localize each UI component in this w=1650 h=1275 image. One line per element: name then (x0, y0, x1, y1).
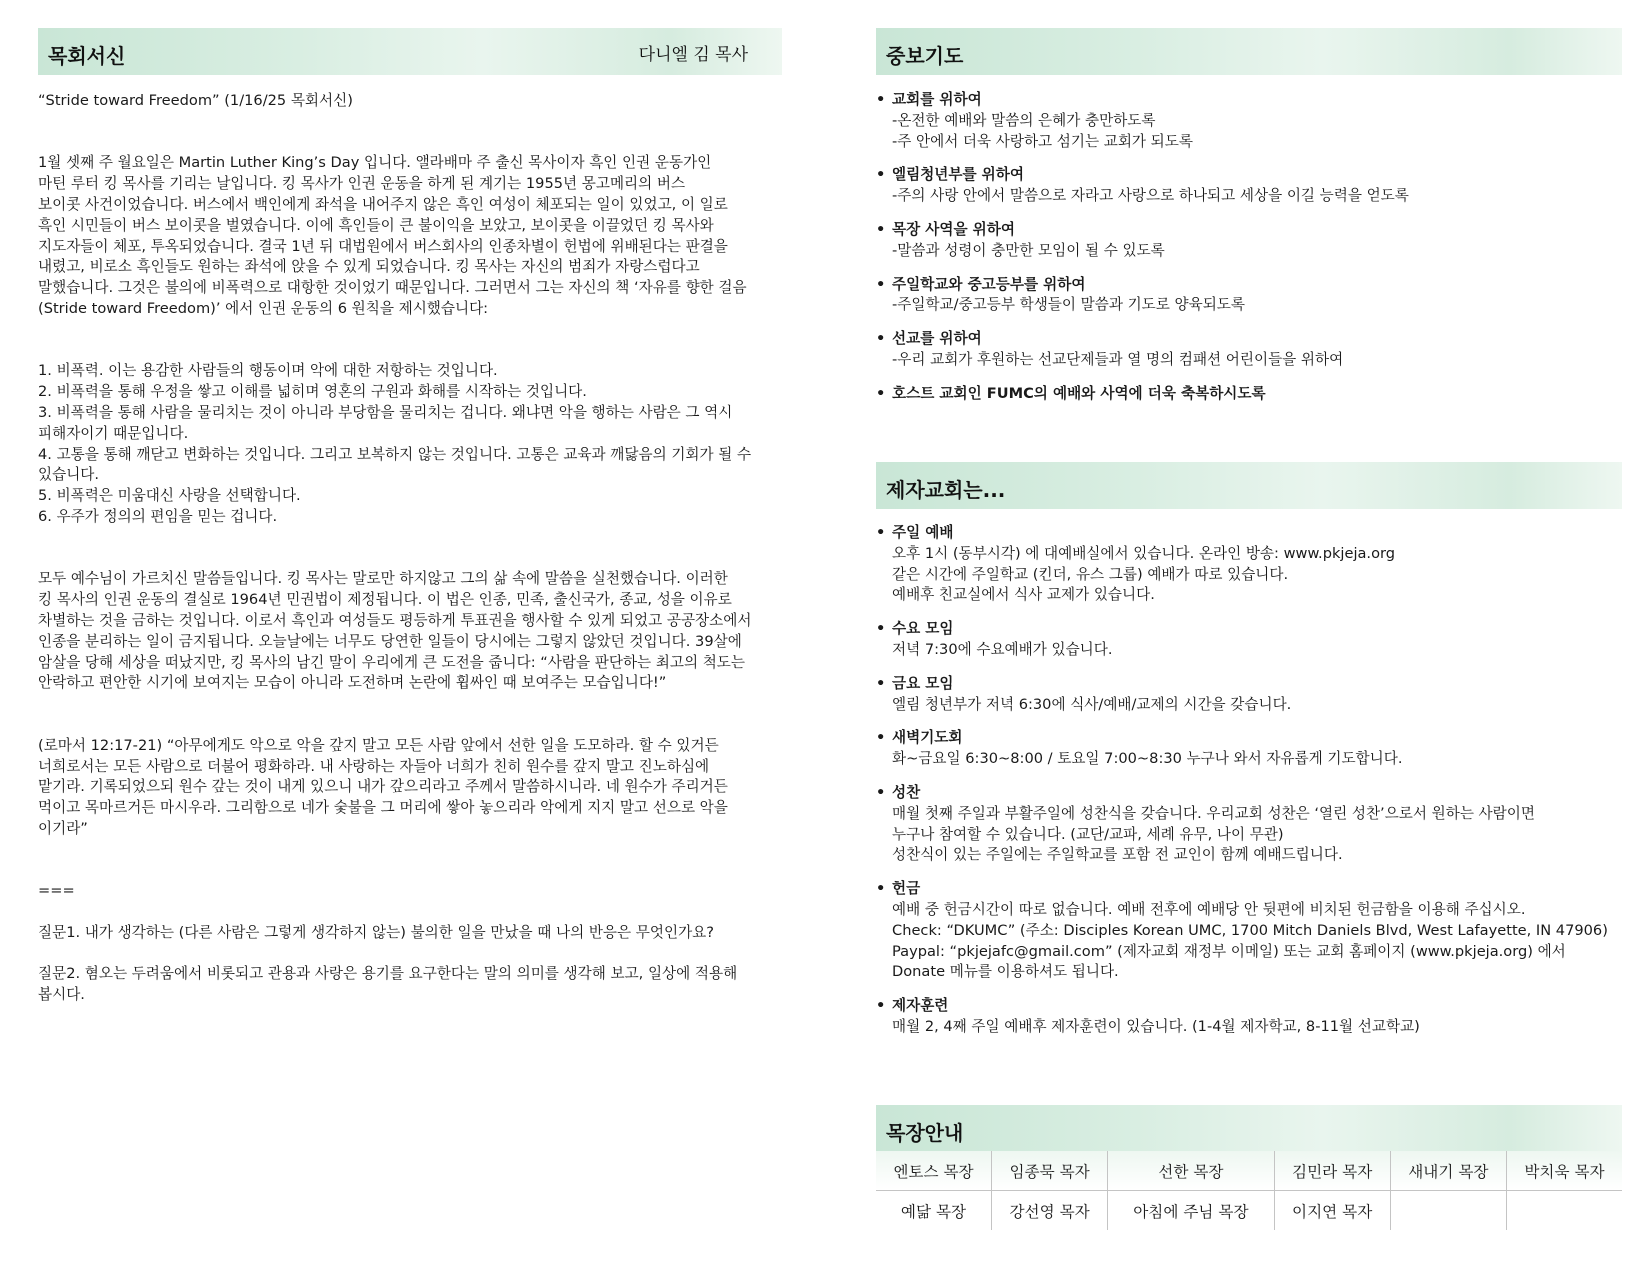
item-line: -온전한 예배와 말씀의 은혜가 충만하도록 (892, 111, 1156, 129)
pastoral-letter-banner (38, 28, 782, 75)
list-item (876, 220, 1622, 262)
letter-paragraph-line: 1월 셋째 주 월요일은 Martin Luther King’s Day 입니다. 앨라배마 주 출신 목사이자 흑인 인권 운동가인 (38, 154, 712, 172)
item-line: 예배후 친교실에서 식사 교제가 있습니다. (892, 586, 1155, 604)
item-title: 새벽기도회 (892, 729, 963, 747)
scripture-line: (로마서 12:17-21) “아무에게도 악으로 악을 갚지 말고 모든 사람 앞에서 선한 일을 도모하라. 할 수 있거든 (38, 736, 719, 754)
bullet-icon: • (876, 91, 886, 108)
pastoral-letter-body (38, 91, 782, 1006)
item-title: 호스트 교회인 FUMC의 예배와 사역에 더욱 축복하시도록 (892, 384, 1266, 402)
table-cell: 박치욱 목자 (1506, 1151, 1622, 1191)
bullet-icon: • (876, 997, 886, 1015)
list-item (876, 996, 1622, 1038)
list-item (876, 879, 1622, 983)
item-title: 주일학교와 중고등부를 위하여 (892, 275, 1086, 293)
item-line: 매월 첫째 주일과 부활주일에 성찬식을 갖습니다. 우리교회 성찬은 ‘열린 성찬’으로서 원하는 사람이면 (892, 804, 1535, 822)
letter-paragraph-line: 마틴 루터 킹 목사를 기리는 날입니다. 킹 목사가 인권 운동을 하게 된 계기는 1955년 몽고메리의 버스 (38, 175, 686, 193)
prayer-title: 중보기도 (886, 44, 964, 68)
letter-paragraph-line: 암살을 당해 세상을 떠났지만, 킹 목사의 남긴 말이 우리에게 큰 도전을 줍니다: “사람을 판단하는 최고의 척도는 (38, 653, 745, 671)
question-1: 질문1. 내가 생각하는 (다른 사람은 그렇게 생각하지 않는) 불의한 일을 만났을 때 나의 반응은 무엇인가요? (38, 923, 715, 941)
item-line: 엘림 청년부가 저녁 6:30에 식사/예배/교제의 시간을 갖습니다. (892, 695, 1292, 713)
table-cell: 아침에 주님 목장 (1108, 1191, 1274, 1231)
item-title: 선교를 위하여 (892, 330, 982, 348)
principle-line: 2. 비폭력을 통해 우정을 쌓고 이해를 넓히며 영혼의 구원과 화해를 시작하는 것입니다. (38, 383, 587, 401)
bullet-icon: • (876, 166, 886, 184)
item-line: -말씀과 성령이 충만한 모임이 될 수 있도록 (892, 241, 1165, 259)
letter-paragraph-line: 지도자들이 체포, 투옥되었습니다. 결국 1년 뒤 대법원에서 버스회사의 인종차별이 헌법에 위배된다는 판결을 (38, 237, 728, 255)
letter-paragraph-line: 보이콧 사건이었습니다. 버스에서 백인에게 좌석을 내어주지 않은 흑인 여성이 체포되는 일이 있었고, 이 일로 (38, 195, 728, 213)
table-cell: 강선영 목자 (991, 1191, 1107, 1231)
table-cell (1390, 1191, 1506, 1231)
item-line: 같은 시간에 주일학교 (킨더, 유스 그룹) 예배가 따로 있습니다. (892, 565, 1289, 583)
pastoral-letter-title: 목회서신 (48, 44, 126, 68)
table-cell: 새내기 목장 (1390, 1151, 1506, 1191)
letter-paragraph-line: 내렸고, 비로소 흑인들도 원하는 좌석에 앉을 수 있게 되었습니다. 킹 목사는 자신의 범죄가 자랑스럽다고 (38, 258, 700, 276)
table-row (876, 1191, 1622, 1231)
principle-line: 4. 고통을 통해 깨닫고 변화하는 것입니다. 그리고 보복하지 않는 것입니다. 고통은 교육과 깨닳음의 기회가 될 수 (38, 445, 752, 463)
spacer (38, 320, 782, 341)
item-line: Donate 메뉴를 이용하셔도 됩니다. (892, 963, 1119, 981)
item-title: 교회를 위하여 (892, 91, 982, 108)
bullet-icon: • (876, 275, 886, 293)
item-line: -주의 사랑 안에서 말씀으로 자라고 사랑으로 하나되고 세상을 이길 능력을 얻도록 (892, 187, 1409, 205)
cell-groups-title: 목장안내 (886, 1121, 964, 1145)
spacer (38, 902, 782, 923)
letter-paragraph-line: 흑인 시민들이 버스 보이콧을 벌였습니다. 이에 흑인들이 큰 불이익을 보았고, 보이콧을 이끌었던 킹 목사와 (38, 216, 714, 234)
bullet-icon: • (876, 880, 886, 898)
bullet-icon: • (876, 674, 886, 692)
prayer-banner (876, 28, 1622, 75)
list-item (876, 275, 1622, 317)
item-line: 성찬식이 있는 주일에는 주일학교를 포함 전 교인이 함께 예배드립니다. (892, 846, 1343, 864)
bullet-icon: • (876, 620, 886, 638)
spacer (38, 112, 782, 133)
table-cell: 예닮 목장 (900, 1202, 967, 1221)
item-title: 목장 사역을 위하여 (892, 220, 1015, 238)
table-cell: 김민라 목자 (1274, 1151, 1390, 1191)
item-line: 예배 중 헌금시간이 따로 없습니다. 예배 전후에 예배당 안 뒷편에 비치된 헌금함을 이용해 주십시오. (892, 900, 1526, 918)
church-info-list (876, 523, 1622, 1038)
spacer (38, 840, 782, 861)
list-item (876, 384, 1622, 405)
item-line: Paypal: “pkjejafc@gmail.com” (제자교회 재정부 이메일) 또는 교회 홈페이지 (www.pkjeja.org) 에서 (892, 942, 1566, 960)
letter-paragraph-line: (Stride toward Freedom)’ 에서 인권 운동의 6 원칙을 제시했습니다: (38, 299, 489, 317)
scripture-line: 맡기라. 기록되었으되 원수 갚는 것이 내게 있으니 내가 갚으리라고 주께서 말씀하시니라. 네 원수가 주리거든 (38, 778, 728, 796)
spacer (38, 133, 782, 154)
letter-subtitle: “Stride toward Freedom” (1/16/25 목회서신) (38, 92, 353, 109)
bullet-icon: • (876, 220, 886, 238)
pastoral-letter-author: 다니엘 김 목사 (638, 45, 748, 65)
list-item (876, 523, 1622, 606)
table-cell (1506, 1191, 1622, 1231)
table-cell: 임종묵 목자 (991, 1151, 1107, 1191)
table-row (876, 1151, 1622, 1191)
bullet-icon: • (876, 384, 886, 402)
list-item (876, 783, 1622, 866)
table-cell: 이지연 목자 (1274, 1191, 1390, 1231)
principle-line: 1. 비폭력. 이는 용감한 사람들의 행동이며 악에 대한 저항하는 것입니다. (38, 362, 498, 380)
spacer (38, 549, 782, 570)
church-title: 제자교회는... (886, 478, 1006, 502)
church-banner (876, 462, 1622, 509)
item-line: Check: “DKUMC” (주소: Disciples Korean UMC, 1700 Mitch Daniels Blvd, West Lafayette, IN 47906) (892, 921, 1608, 939)
item-title: 성찬 (892, 783, 921, 801)
bullet-icon: • (876, 524, 886, 541)
principle-line: 5. 비폭력은 미움대신 사랑을 선택합니다. (38, 487, 301, 505)
scripture-line: 너희로서는 모든 사람으로 더불어 평화하라. 내 사랑하는 자들아 너희가 친히 원수를 갚지 말고 진노하심에 (38, 757, 710, 775)
question-2: 질문2. 혐오는 두려움에서 비롯되고 관용과 사랑은 용기를 요구한다는 말의 의미를 생각해 보고, 일상에 적용해 (38, 965, 738, 983)
item-line: 화~금요일 6:30~8:00 / 토요일 7:00~8:30 누구나 와서 자유롭게 기도합니다. (892, 750, 1403, 768)
item-line: -주 안에서 더욱 사랑하고 섬기는 교회가 되도록 (892, 132, 1193, 150)
letter-paragraph-line: 말했습니다. 그것은 불의에 비폭력으로 대항한 것이었기 때문입니다. 그러면서 그는 자신의 책 ‘자유를 향한 걸음 (38, 279, 747, 297)
principle-line: 피해자이기 때문입니다. (38, 424, 189, 442)
prayer-list (876, 90, 1622, 405)
letter-paragraph-line: 안락하고 편안한 시기에 보여지는 모습이 아니라 도전하며 논란에 휩싸인 때 보여주는 모습입니다!” (38, 674, 667, 692)
spacer (38, 715, 782, 736)
spacer (38, 341, 782, 362)
item-line: -우리 교회가 후원하는 선교단제들과 열 명의 컴패션 어린이들을 위하여 (892, 350, 1344, 368)
separator: === (38, 882, 75, 900)
item-line: -주일학교/중고등부 학생들이 말씀과 기도로 양육되도록 (892, 296, 1245, 314)
bullet-icon: • (876, 783, 886, 801)
item-title: 헌금 (892, 880, 921, 898)
list-item (876, 619, 1622, 661)
list-item (876, 90, 1622, 152)
principle-line: 있습니다. (38, 466, 100, 484)
letter-paragraph-line: 차별하는 것을 금하는 것입니다. 이로서 흑인과 여성들도 평등하게 투표권을 행사할 수 있게 되었고 공공장소에서 (38, 611, 752, 629)
item-line: 저녁 7:30에 수요예배가 있습니다. (892, 640, 1113, 658)
list-item (876, 674, 1622, 716)
table-cell: 엔토스 목장 (876, 1151, 991, 1191)
spacer (38, 694, 782, 715)
list-item (876, 329, 1622, 371)
principle-line: 6. 우주가 정의의 편임을 믿는 겁니다. (38, 507, 278, 525)
item-title: 금요 모임 (892, 674, 954, 692)
spacer (38, 528, 782, 549)
scripture-line: 먹이고 목마르거든 마시우라. 그리함으로 네가 숯불을 그 머리에 쌓아 놓으리라 악에게 지지 말고 선으로 악을 (38, 799, 728, 817)
list-item (876, 728, 1622, 770)
cell-groups-banner (876, 1105, 1622, 1152)
item-title: 엘림청년부를 위하여 (892, 166, 1024, 184)
scripture-line: 이기라” (38, 819, 88, 837)
letter-paragraph-line: 인종을 분리하는 일이 금지됩니다. 오늘날에는 너무도 당연한 일들이 당시에는 그렇지 않았던 것입니다. 39살에 (38, 632, 742, 650)
spacer (38, 860, 782, 881)
item-title: 수요 모임 (892, 620, 954, 638)
item-line: 누구나 참여할 수 있습니다. (교단/교파, 세례 유무, 나이 무관) (892, 825, 1284, 843)
item-line: 매월 2, 4째 주일 예배후 제자훈련이 있습니다. (1-4월 제자학교, 8-11월 선교학교) (892, 1017, 1420, 1035)
bullet-icon: • (876, 330, 886, 348)
letter-paragraph-line: 모두 예수님이 가르치신 말씀들입니다. 킹 목사는 말로만 하지않고 그의 삶 속에 말씀을 실천했습니다. 이러한 (38, 570, 728, 588)
cell-groups-table (876, 1151, 1622, 1230)
question-2: 봅시다. (38, 986, 85, 1004)
table-cell: 선한 목장 (1108, 1151, 1274, 1191)
item-title: 제자훈련 (892, 997, 949, 1015)
principle-line: 3. 비폭력을 통해 사람을 물리치는 것이 아니라 부당함을 물리치는 겁니다. 왜냐면 악을 행하는 사람은 그 역시 (38, 403, 733, 421)
letter-paragraph-line: 킹 목사의 인권 운동의 결실로 1964년 민권법이 제정됩니다. 이 법은 인종, 민족, 출신국가, 종교, 성을 이유로 (38, 591, 732, 609)
item-title: 주일 예배 (892, 524, 954, 541)
spacer (38, 944, 782, 965)
list-item (876, 165, 1622, 207)
item-line: 오후 1시 (동부시각) 에 대예배실에서 있습니다. 온라인 방송: www.pkjeja.org (892, 544, 1396, 562)
bullet-icon: • (876, 729, 886, 747)
